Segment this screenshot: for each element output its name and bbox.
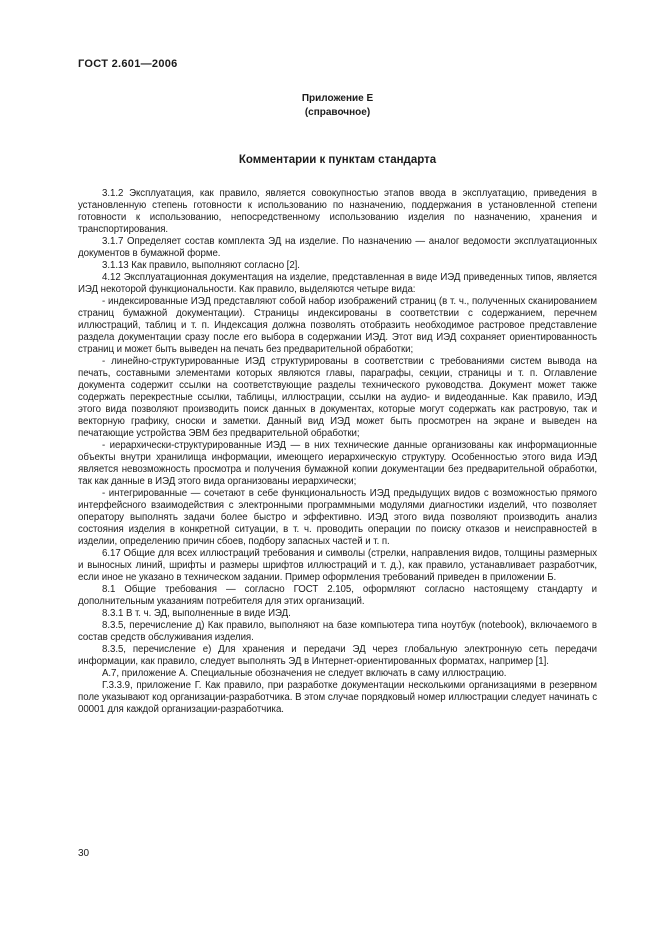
paragraph: 3.1.13 Как правило, выполняют согласно [2].	[102, 260, 300, 271]
list-item-paragraph: - иерархически-структурированные ИЭД — в них технические данные организованы как информационные объекты внутри хранилища информации, имеющего иерархическую структуру. Особенностью этого вида ИЭД является невозможность просмотра и получения бумажной копии документации без предварительной обработки, так как данные в ИЭД этого вида организованы иерархически;	[78, 440, 597, 487]
annex-block	[78, 92, 597, 120]
list-item-paragraph: - интегрированные — сочетают в себе функциональность ИЭД предыдущих видов с возможностью прямого интерфейсного взаимодействия с электронными программными модулями диагностики изделий, что позволяет оператору выполнять задачи более быстро и эффективно. ИЭД этого вида позволяют производить анализ состояния изделия в конкретной ситуации, в т. ч. проводить операции по поиску отказов и неисправностей в изделии, определению причин сбоев, подбору запасных частей и т. п.	[78, 488, 597, 547]
paragraph: 8.1 Общие требования — согласно ГОСТ 2.105, оформляют согласно настоящему стандарту и дополнительным указаниям потребителя для этих организаций.	[78, 584, 597, 607]
paragraph: Г.3.3.9, приложение Г. Как правило, при разработке документации несколькими организациями в резервном поле указывают код организации-разработчика. В этом случае порядковый номер иллюстрации следует начинать с 00001 для каждой организации-разработчика.	[78, 680, 597, 715]
paragraph: 8.3.5, перечисление д) Как правило, выполняют на базе компьютера типа ноутбук (notebook), включаемого в состав средств обслуживания изделия.	[78, 620, 597, 643]
paragraph: 8.3.5, перечисление е) Для хранения и передачи ЭД через глобальную электронную сеть передачи информации, как правило, следует выполнять ЭД в Интернет-ориентированных форматах, например [1].	[78, 644, 597, 667]
paragraph: 3.1.2 Эксплуатация, как правило, является совокупностью этапов ввода в эксплуатацию, приведения в установленную степень готовности к использованию по назначению, поддержания в установленной степени готовности к использованию, непосредственному использованию изделия по назначению, хранения и транспортирования.	[78, 188, 597, 235]
paragraph: 8.3.1 В т. ч. ЭД, выполненные в виде ИЭД.	[102, 608, 291, 619]
annex-label: Приложение Е	[301, 93, 374, 104]
page-content	[78, 58, 597, 716]
standard-code: ГОСТ 2.601—2006	[78, 58, 178, 70]
paragraph: 4.12 Эксплуатационная документация на изделие, представленная в виде ИЭД приведенных типов, является ИЭД некоторой функциональности. Как правило, выделяются четыре вида:	[78, 272, 597, 295]
list-item-paragraph: - линейно-структурированные ИЭД структурированы в соответствии с требованиями систем вывода на печать, составными элементами которых являются главы, параграфы, секции, страницы и т. п. Оглавление документа содержит ссылки на соответствующие разделы технического руководства. Документ может также содержать перекрестные ссылки, таблицы, иллюстрации, ссылки на аудио- и видеоданные. Как правило, ИЭД этого вида позволяют производить поиск данных в документах, которые могут содержать как растровую, так и векторную графику, сноски и заметки. Данный вид ИЭД может быть просмотрен на экране и выведен на печатающие устройства ЭВМ без предварительной обработки;	[78, 356, 597, 439]
list-item-paragraph: - индексированные ИЭД представляют собой набор изображений страниц (в т. ч., полученных сканированием страниц бумажной документации). Страницы индексированы в соответствии с содержанием, перечнем иллюстраций, таблиц и т. п. Индексация должна позволять отобразить необходимое растровое представление раздела документации сразу после его выбора в содержании ИЭД. Этот вид ИЭД сохраняет ориентированность страниц и может быть выведен на печать без предварительной обработки;	[78, 296, 597, 355]
page-number: 30	[78, 848, 90, 859]
body-text	[78, 188, 597, 716]
annex-type: (справочное)	[304, 107, 371, 118]
paragraph: А.7, приложение А. Специальные обозначения не следует включать в саму иллюстрацию.	[102, 668, 507, 679]
page-title: Комментарии к пунктам стандарта	[238, 154, 437, 166]
paragraph: 3.1.7 Определяет состав комплекта ЭД на изделие. По назначению — аналог ведомости эксплуатационных документов в бумажной форме.	[78, 236, 597, 259]
paragraph: 6.17 Общие для всех иллюстраций требования и символы (стрелки, направления видов, толщины размерных и выносных линий, шрифты и размеры шрифтов иллюстраций и т. д.), как правило, устанавливает разработчик, если иное не указано в техническом задании. Пример оформления требований приведен в приложении Б.	[78, 548, 597, 583]
